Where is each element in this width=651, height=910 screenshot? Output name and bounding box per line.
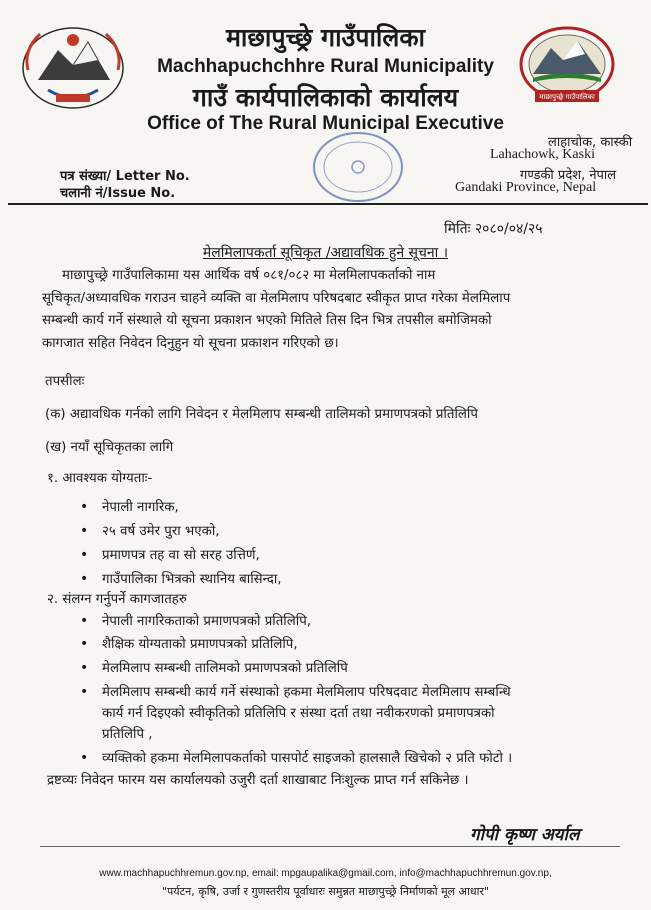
list-item-text: नेपाली नागरिक, xyxy=(102,500,179,515)
bullet-icon: • xyxy=(80,547,89,563)
list-item-continued: प्रतिलिपि , xyxy=(102,727,153,742)
municipality-title-en: Machhapuchchhre Rural Municipality xyxy=(157,56,494,77)
list-item-text: शैक्षिक योग्यताको प्रमाणपत्रको प्रतिलिपि, xyxy=(102,637,298,652)
list-item-continued: कार्य गर्न दिइएको स्वीकृतिको प्रतिलिपि र संस्था दर्ता तथा नवीकरणको प्रमाणपत्रको xyxy=(102,706,495,721)
seal-label: माछापुच्छ्रे गाउँपालिका xyxy=(539,93,595,101)
bullet-icon: • xyxy=(80,571,89,587)
bullet-icon: • xyxy=(80,660,89,676)
list-item xyxy=(80,569,282,587)
list-item-text: मेलमिलाप सम्बन्धी तालिमको प्रमाणपत्रको प्रतिलिपि xyxy=(102,661,348,676)
notice-date: मितिः २०८०/०४/२५ xyxy=(444,221,543,237)
list-item-text: गाउँपालिका भित्रको स्थानिय बासिन्दा, xyxy=(102,572,282,587)
notice-paragraph xyxy=(42,265,607,355)
address-en-2: Gandaki Province, Nepal xyxy=(455,180,597,195)
bullet-icon: • xyxy=(80,636,89,652)
list-item-text: नेपाली नागरिकताको प्रमाणपत्रको प्रतिलिपि, xyxy=(102,614,311,629)
issue-no-label: चलानी नं/Issue No. xyxy=(60,186,176,201)
item-kha: (ख) नयाँ सूचिकृतका लागि xyxy=(45,440,174,455)
paragraph-line: सूचिकृत/अध्यावधिक गराउन चाहने व्यक्ति वा मेलमिलाप परिषदबाट स्वीकृत प्राप्त गरेका मेलमिलाप xyxy=(42,290,511,306)
list-item-text: मेलमिलाप सम्बन्धी कार्य गर्ने संस्थाको हकमा मेलमिलाप परिषदवाट मेलमिलाप सम्बन्धि xyxy=(102,685,511,700)
bullet-icon: • xyxy=(80,684,89,700)
list-item xyxy=(80,634,298,652)
office-title-en: Office of The Rural Municipal Executive xyxy=(147,113,504,134)
bullet-icon: • xyxy=(80,750,89,766)
list-item xyxy=(80,497,179,515)
note-line: द्रष्टव्यः निवेदन फारम यस कार्यालयको उजुरी दर्ता शाखाबाट निःशुल्क प्राप्त गर्न सकिनेछ । xyxy=(47,773,469,788)
office-stamp-icon xyxy=(308,128,408,206)
list-item-text: व्यक्तिको हकमा मेलमिलापकर्ताको पासपोर्ट साइजको हालसालै खिचेको २ प्रति फोटो । xyxy=(102,751,513,766)
footer-contact: www.machhapuchhremun.gov.np, email: mpgaupalika@gmail.com, info@machhapuchhremun.gov.np, xyxy=(99,868,552,879)
paragraph-line: सम्बन्धी कार्य गर्ने संस्थाले यो सूचना प्रकाशन भएको मितिले तिस दिन भित्र तपसील बमोजिमको xyxy=(42,313,492,328)
details-label: तपसीलः xyxy=(45,374,85,389)
paragraph-line: कागजात सहित निवेदन दिनुहुन यो सूचना प्रकाशन गरिएको छ। xyxy=(42,335,339,351)
bullet-icon: • xyxy=(80,499,89,515)
signature: गोपी कृष्ण अर्याल xyxy=(470,825,580,845)
footer-divider xyxy=(40,846,620,847)
address-np-1: लाहाचोक, कास्की xyxy=(548,135,633,150)
list-item xyxy=(80,682,511,700)
address-np-2: गण्डकी प्रदेश, नेपाल xyxy=(520,168,617,183)
footer-motto: "पर्यटन, कृषि, उर्जा र गुणस्तरीय पूर्वाधारः समुन्नत माछापुच्छ्रे निर्माणको मूल आधार" xyxy=(161,885,490,898)
municipality-title-np: माछापुच्छ्रे गाउँपालिका xyxy=(225,23,426,52)
list-item xyxy=(80,611,311,629)
list-item xyxy=(80,521,220,539)
section1-title: १. आवश्यक योग्यताः- xyxy=(47,471,153,486)
list-item xyxy=(80,748,512,766)
item-ka: (क) अद्यावधिक गर्नको लागि निवेदन र मेलमिलाप सम्बन्धी तालिमको प्रमाणपत्रको प्रतिलिपि xyxy=(45,407,478,422)
bullet-icon: • xyxy=(80,613,89,629)
header-divider xyxy=(8,203,648,205)
list-item xyxy=(80,545,260,563)
paragraph-line: माछापुच्छ्रे गाउँपालिकामा यस आर्थिक वर्ष ०८१/०८२ मा मेलमिलापकर्ताको नाम xyxy=(62,268,436,283)
letter-no-label: पत्र संख्या/ Letter No. xyxy=(60,169,190,184)
list-item-text: प्रमाणपत्र तह वा सो सरह उत्तिर्ण, xyxy=(102,548,260,563)
bullet-icon: • xyxy=(80,523,89,539)
list-item xyxy=(80,658,348,676)
notice-subject: मेलमिलापकर्ता सूचिकृत /अद्यावधिक हुने सूचना । xyxy=(202,245,449,261)
section2-title: २. संलग्न गर्नुपर्ने कागजातहरु xyxy=(47,592,187,607)
address-en-1: Lahachowk, Kaski xyxy=(490,147,595,162)
office-title-np: गाउँ कार्यपालिकाको कार्यालय xyxy=(192,83,459,112)
list-item-text: २५ वर्ष उमेर पुरा भएको, xyxy=(102,524,220,539)
